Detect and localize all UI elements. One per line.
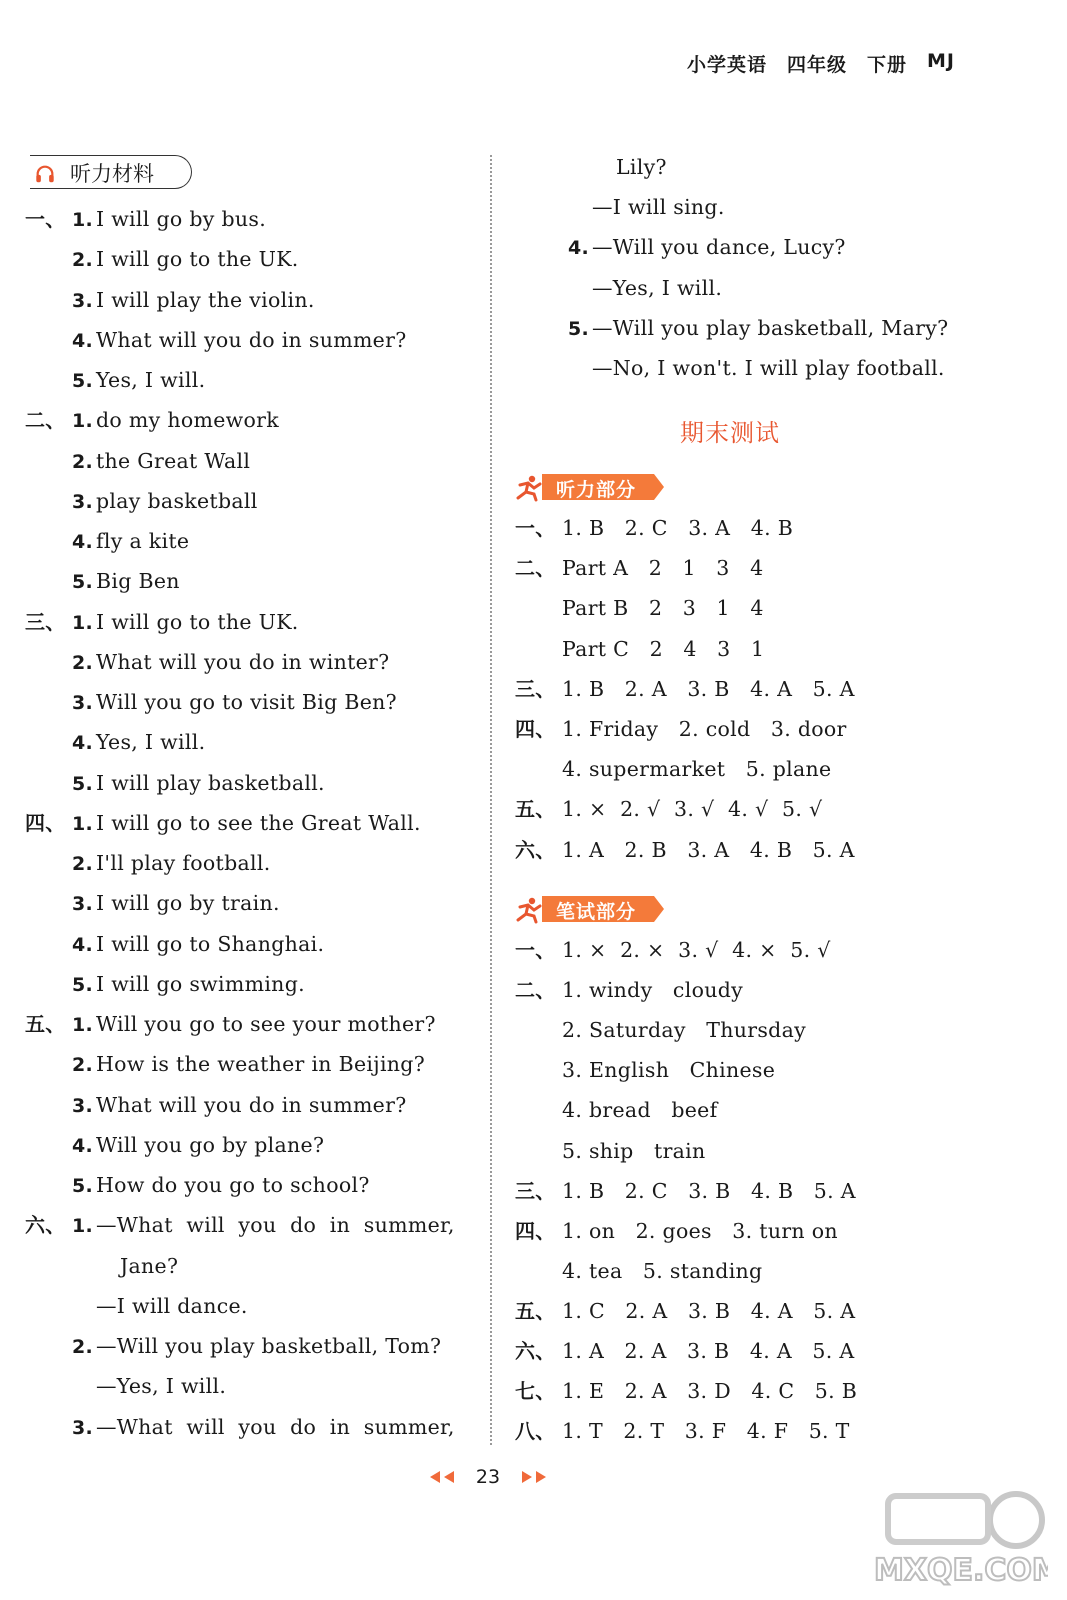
item-number: 3. bbox=[72, 692, 94, 714]
running-figure-icon bbox=[518, 898, 540, 922]
item-number: 3. bbox=[72, 491, 94, 513]
listening-line: Yes, I will. bbox=[96, 730, 206, 754]
listening-line: —Yes, I will. bbox=[96, 1374, 227, 1398]
listening-line: I'll play football. bbox=[96, 851, 271, 875]
watermark-text: MXQE.COM bbox=[874, 1553, 1048, 1588]
listening-line: I will go by bus. bbox=[96, 207, 267, 231]
listening-line: —I will sing. bbox=[592, 195, 725, 219]
running-figure-icon bbox=[518, 476, 540, 500]
section-marker: 六、 bbox=[515, 838, 556, 862]
section-marker: 六、 bbox=[25, 1213, 66, 1237]
answer-line: Part A 2 1 3 4 bbox=[562, 556, 764, 580]
listening-line: I will play the violin. bbox=[96, 288, 315, 312]
answer-line: 1. × 2. √ 3. √ 4. √ 5. √ bbox=[562, 797, 823, 821]
item-number: 1. bbox=[72, 410, 94, 432]
listening-line: I will go to the UK. bbox=[96, 610, 299, 634]
section-marker: 三、 bbox=[25, 610, 66, 634]
section-marker: 三、 bbox=[515, 1179, 556, 1203]
header-term: 下册 bbox=[867, 54, 908, 76]
section-marker: 八、 bbox=[515, 1419, 556, 1443]
listening-line: Will you go to visit Big Ben? bbox=[96, 690, 397, 714]
listening-line: do my homework bbox=[96, 408, 279, 432]
listening-line: I will go to the UK. bbox=[96, 247, 299, 271]
listening-line: play basketball bbox=[96, 489, 258, 513]
item-number: 2. bbox=[72, 1336, 94, 1358]
page-number: 23 bbox=[475, 1466, 501, 1488]
section-marker: 六、 bbox=[515, 1339, 556, 1363]
item-number: 4. bbox=[568, 237, 590, 259]
listening-line: —I will dance. bbox=[96, 1294, 248, 1318]
listening-line: What will you do in summer? bbox=[96, 1093, 407, 1117]
listening-line: How do you go to school? bbox=[96, 1173, 370, 1197]
item-number: 5. bbox=[72, 370, 94, 392]
listening-line: What will you do in summer? bbox=[96, 328, 407, 352]
header-subject: 小学英语 bbox=[686, 54, 767, 76]
section-marker: 四、 bbox=[25, 811, 66, 835]
answer-line: Part B 2 3 1 4 bbox=[562, 596, 764, 620]
item-number: 4. bbox=[72, 934, 94, 956]
site-watermark bbox=[868, 1478, 1048, 1588]
item-number: 5. bbox=[72, 773, 94, 795]
listening-line: What will you do in winter? bbox=[96, 650, 390, 674]
page-header bbox=[687, 50, 955, 77]
section-marker: 五、 bbox=[515, 1299, 556, 1323]
item-number: 1. bbox=[72, 1215, 94, 1237]
item-number: 5. bbox=[72, 974, 94, 996]
item-number: 4. bbox=[72, 1135, 94, 1157]
item-number: 4. bbox=[72, 531, 94, 553]
listening-line: I will go to see the Great Wall. bbox=[96, 811, 421, 835]
answer-line: 3. English Chinese bbox=[562, 1058, 776, 1082]
section-marker: 一、 bbox=[515, 516, 556, 540]
answer-line: 1. B 2. C 3. B 4. B 5. A bbox=[562, 1179, 856, 1203]
section-marker: 一、 bbox=[515, 938, 556, 962]
next-arrows-icon[interactable] bbox=[518, 1469, 548, 1485]
section-marker: 二、 bbox=[515, 978, 556, 1002]
listening-line: the Great Wall bbox=[96, 449, 251, 473]
listening-line: I will play basketball. bbox=[96, 771, 325, 795]
listening-line: Lily? bbox=[616, 155, 667, 179]
answer-line: 1. B 2. C 3. A 4. B bbox=[562, 516, 794, 540]
prev-arrows-icon[interactable] bbox=[428, 1469, 458, 1485]
answer-line: 4. bread beef bbox=[562, 1098, 718, 1122]
section-marker: 三、 bbox=[515, 677, 556, 701]
listening-material-label: 听力材料 bbox=[70, 162, 154, 186]
answer-line: 1. C 2. A 3. B 4. A 5. A bbox=[562, 1299, 856, 1323]
answer-line: 1. × 2. × 3. √ 4. × 5. √ bbox=[562, 938, 831, 962]
headphones-icon bbox=[34, 163, 56, 185]
answer-line: Part C 2 4 3 1 bbox=[562, 637, 765, 661]
written-section-label: 笔试部分 bbox=[556, 901, 637, 923]
section-marker: 七、 bbox=[515, 1379, 556, 1403]
item-number: 5. bbox=[72, 1175, 94, 1197]
listening-line: —Will you play basketball, Tom? bbox=[96, 1334, 442, 1358]
answer-line: 1. Friday 2. cold 3. door bbox=[562, 717, 847, 741]
listening-line: —Yes, I will. bbox=[592, 276, 723, 300]
item-number: 2. bbox=[72, 1054, 94, 1076]
listening-line: Yes, I will. bbox=[96, 368, 206, 392]
answer-line: 1. A 2. A 3. B 4. A 5. A bbox=[562, 1339, 855, 1363]
section-marker: 一、 bbox=[25, 207, 66, 231]
section-marker: 二、 bbox=[25, 408, 66, 432]
item-number: 3. bbox=[72, 1417, 94, 1439]
listening-line: Will you go to see your mother? bbox=[96, 1012, 436, 1036]
final-test-title: 期末测试 bbox=[680, 419, 780, 447]
item-number: 1. bbox=[72, 209, 94, 231]
listening-line: I will go to Shanghai. bbox=[96, 932, 325, 956]
listening-section-label: 听力部分 bbox=[556, 479, 637, 501]
item-number: 4. bbox=[72, 732, 94, 754]
item-number: 1. bbox=[72, 813, 94, 835]
section-marker: 二、 bbox=[515, 556, 556, 580]
item-number: 1. bbox=[72, 1014, 94, 1036]
listening-line: —What will you do in summer, bbox=[96, 1415, 455, 1439]
listening-line: Will you go by plane? bbox=[96, 1133, 325, 1157]
answer-line: 2. Saturday Thursday bbox=[562, 1018, 806, 1042]
page-pager bbox=[418, 1462, 558, 1492]
answer-line: 1. B 2. A 3. B 4. A 5. A bbox=[562, 677, 855, 701]
listening-line: How is the weather in Beijing? bbox=[96, 1052, 426, 1076]
item-number: 2. bbox=[72, 249, 94, 271]
answer-line: 4. supermarket 5. plane bbox=[562, 757, 832, 781]
listening-line: —What will you do in summer, bbox=[96, 1213, 455, 1237]
header-edition: MJ bbox=[927, 50, 955, 72]
listening-line: I will go swimming. bbox=[96, 972, 305, 996]
answer-line: 1. on 2. goes 3. turn on bbox=[562, 1219, 838, 1243]
section-marker: 四、 bbox=[515, 717, 556, 741]
listening-line: fly a kite bbox=[96, 529, 190, 553]
section-marker: 四、 bbox=[515, 1219, 556, 1243]
column-divider bbox=[490, 155, 492, 1445]
answer-line: 1. windy cloudy bbox=[562, 978, 744, 1002]
item-number: 3. bbox=[72, 893, 94, 915]
answer-line: 1. A 2. B 3. A 4. B 5. A bbox=[562, 838, 855, 862]
section-marker: 五、 bbox=[25, 1012, 66, 1036]
answer-line: 1. T 2. T 3. F 4. F 5. T bbox=[562, 1419, 850, 1443]
answer-line: 1. E 2. A 3. D 4. C 5. B bbox=[562, 1379, 858, 1403]
item-number: 5. bbox=[72, 571, 94, 593]
section-marker: 五、 bbox=[515, 797, 556, 821]
listening-line: Jane? bbox=[120, 1254, 179, 1278]
item-number: 2. bbox=[72, 853, 94, 875]
item-number: 1. bbox=[72, 612, 94, 634]
listening-line: I will go by train. bbox=[96, 891, 280, 915]
item-number: 3. bbox=[72, 290, 94, 312]
listening-line: Big Ben bbox=[96, 569, 180, 593]
answer-line: 5. ship train bbox=[562, 1139, 706, 1163]
answer-line: 4. tea 5. standing bbox=[562, 1259, 763, 1283]
item-number: 4. bbox=[72, 330, 94, 352]
item-number: 3. bbox=[72, 1095, 94, 1117]
item-number: 2. bbox=[72, 451, 94, 473]
header-grade: 四年级 bbox=[786, 54, 847, 76]
item-number: 5. bbox=[568, 318, 590, 340]
listening-line: —No, I won't. I will play football. bbox=[592, 356, 945, 380]
listening-line: —Will you dance, Lucy? bbox=[592, 235, 846, 259]
listening-line: —Will you play basketball, Mary? bbox=[592, 316, 949, 340]
item-number: 2. bbox=[72, 652, 94, 674]
